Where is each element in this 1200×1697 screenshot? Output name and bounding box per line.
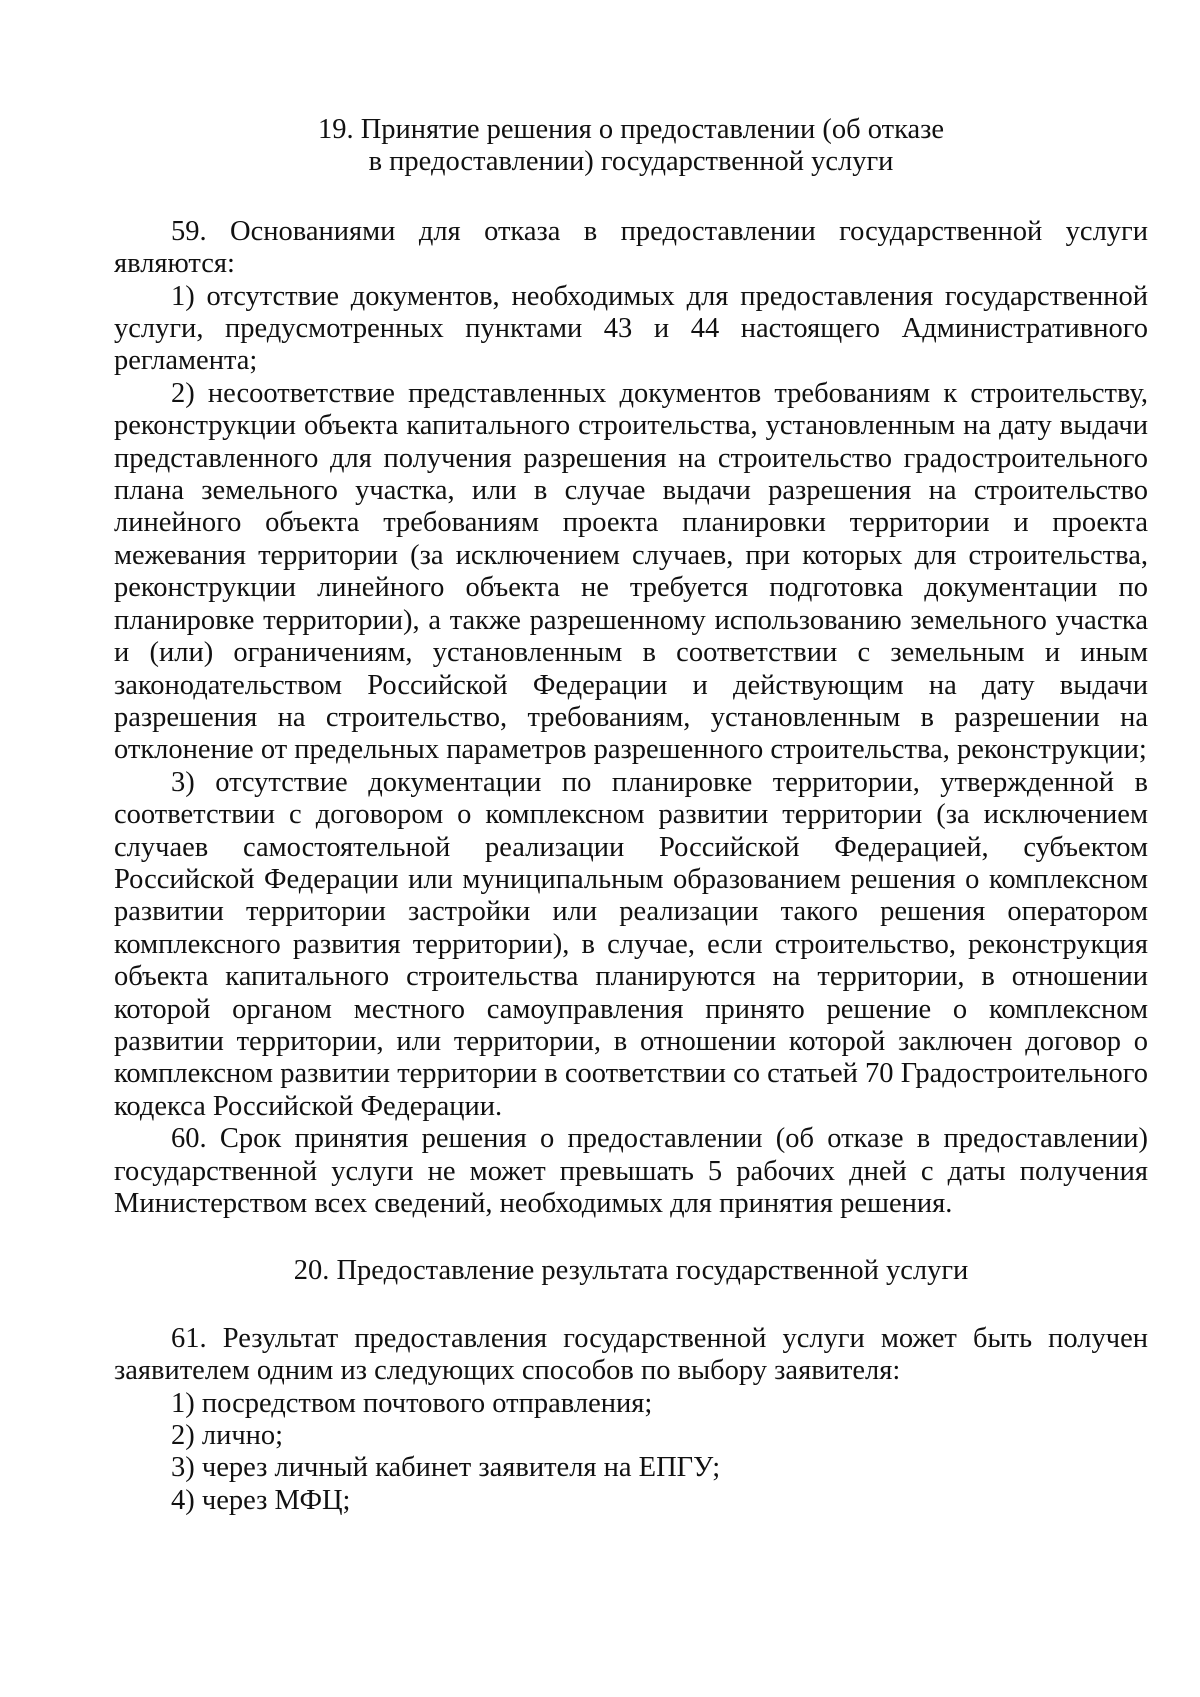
paragraph-59-intro: 59. Основаниями для отказа в предоставлении государственной услуги являются: [114, 215, 1148, 280]
document-content [114, 114, 1148, 1517]
spacer [114, 1288, 1148, 1323]
paragraph-61-item-4: 4) через МФЦ; [171, 1484, 351, 1516]
spacer [114, 179, 1148, 216]
section-19-heading [114, 114, 1148, 179]
paragraph-59-item-1: 1) отсутствие документов, необходимых для предоставления государственной услуги, предусмотренных пунктами 43 и 44 настоящего Административного регламента; [114, 280, 1148, 377]
paragraph-59-item-3: 3) отсутствие документации по планировке территории, утвержденной в соответствии с договором о комплексном развитии территории (за исключением случаев самостоятельной реализации Российской Федерацией, субъектом Российской Федерации или муниципальным образованием решения о комплексном развитии территории застройки или реализации такого решения оператором комплексного развития территории), в случае, если строительство, реконструкция объекта капитального строительства планируются на территории, в отношении которой органом местного самоуправления принято решение о комплексном развитии территории, или территории, в отношении которой заключен договор о комплексном развитии территории в соответствии со статьей 70 Градостроительного кодекса Российской Федерации. [114, 766, 1148, 1122]
section-19-heading-line-1: 19. Принятие решения о предоставлении (об отказе [317, 114, 945, 145]
spacer [114, 1220, 1148, 1255]
paragraph-61-item-1: 1) посредством почтового отправления; [171, 1387, 653, 1419]
section-19-heading-line-2: в предоставлении) государственной услуги [368, 146, 894, 178]
paragraph-59-item-2: 2) несоответствие представленных документов требованиям к строительству, реконструкции объекта капитального строительства, установленным на дату выдачи представленного для получения разрешения на строительство градостроительного плана земельного участка, или в случае выдачи разрешения на строительство линейного объекта требованиям проекта планировки территории и проекта межевания территории (за исключением случаев, при которых для строительства, реконструкции линейного объекта не требуется подготовка документации по планировке территории), а также разрешенному использованию земельного участка и (или) ограничениям, установленным в соответствии с земельным и иным законодательством Российской Федерации и действующим на дату выдачи разрешения на строительство, требованиям, установленным в разрешении на отклонение от предельных параметров разрешенного строительства, реконструкции; [114, 377, 1148, 766]
section-20-heading: 20. Предоставление результата государственной услуги [293, 1255, 969, 1287]
paragraph-61-item-2: 2) лично; [171, 1420, 284, 1452]
paragraph-61-intro: 61. Результат предоставления государственной услуги может быть получен заявителем одним из следующих способов по выбору заявителя: [114, 1322, 1148, 1387]
paragraph-60: 60. Срок принятия решения о предоставлении (об отказе в предоставлении) государственной услуги не может превышать 5 рабочих дней с даты получения Министерством всех сведений, необходимых для принятия решения. [114, 1123, 1148, 1219]
paragraph-61-item-3: 3) через личный кабинет заявителя на ЕПГУ; [171, 1452, 721, 1484]
